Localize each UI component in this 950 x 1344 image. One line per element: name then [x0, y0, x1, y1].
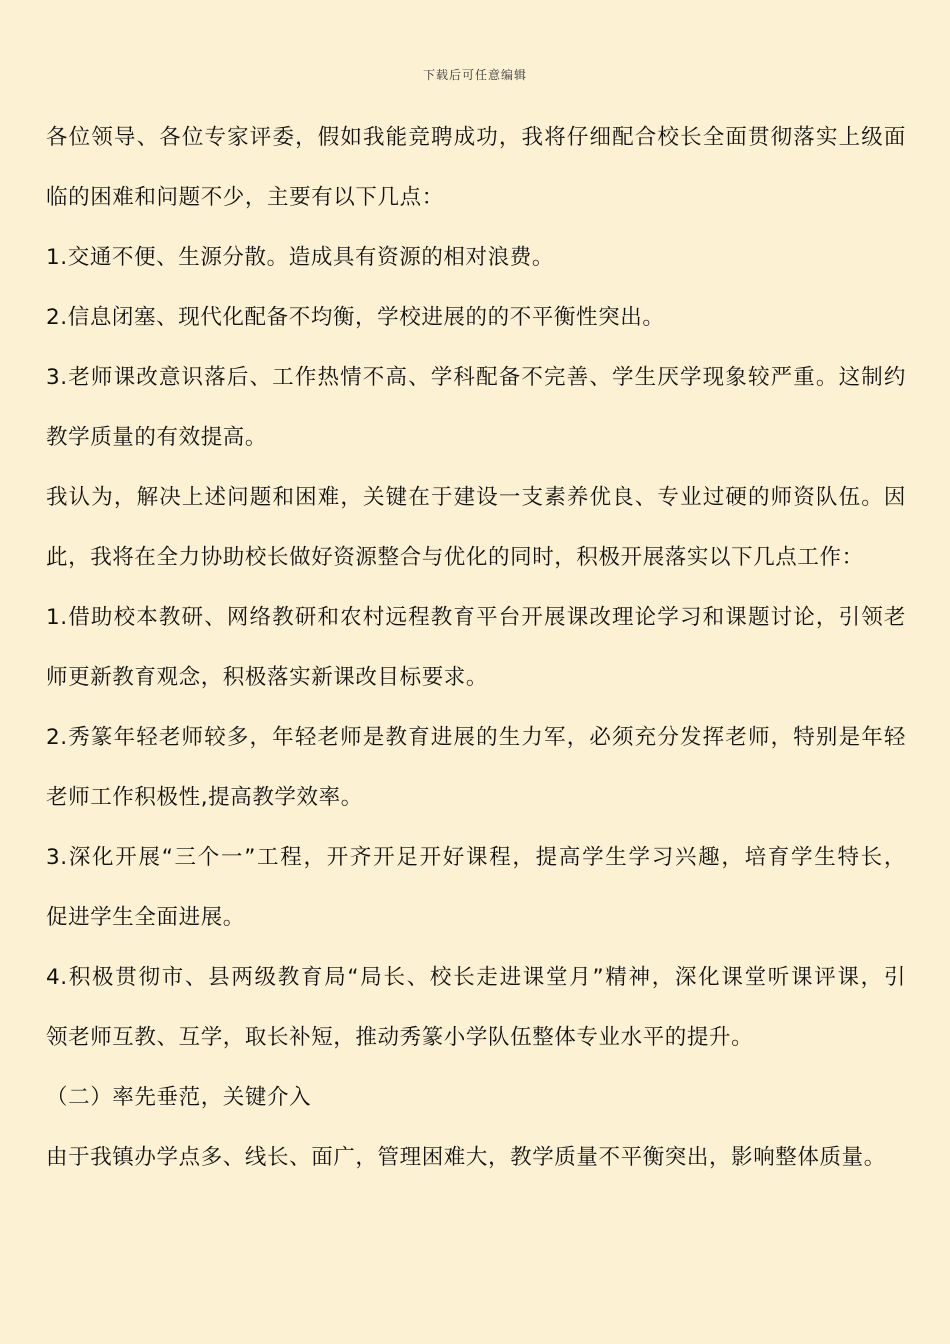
header-note: 下载后可任意编辑 [422, 68, 527, 82]
list-item: 2.秀篆年轻老师较多，年轻老师是教育进展的生力军，必须充分发挥老师，特别是年轻 [46, 725, 906, 750]
text-line: 我认为，解决上述问题和困难，关键在于建设一支素养优良、专业过硬的师资队伍。因 [46, 485, 906, 510]
document-body [46, 112, 906, 1192]
list-item: 4.积极贯彻市、县两级教育局“局长、校长走进课堂月”精神，深化课堂听课评课，引 [46, 965, 906, 990]
list-item: 3.老师课改意识落后、工作热情不高、学科配备不完善、学生厌学现象较严重。这制约 [46, 365, 906, 390]
text-line: 由于我镇办学点多、线长、面广，管理困难大，教学质量不平衡突出，影响整体质量。 [46, 1145, 886, 1170]
text-line: 师更新教育观念，积极落实新课改目标要求。 [46, 665, 489, 690]
text-line: 此，我将在全力协助校长做好资源整合与优化的同时，积极开展落实以下几点工作： [46, 545, 864, 570]
text-line: 教学质量的有效提高。 [46, 425, 268, 450]
list-item: 1.借助校本教研、网络教研和农村远程教育平台开展课改理论学习和课题讨论，引领老 [46, 605, 906, 630]
text-line: 促进学生全面进展。 [46, 905, 245, 930]
text-line: 老师工作积极性,提高教学效率。 [46, 785, 363, 810]
text-line: 领老师互教、互学，取长补短，推动秀篆小学队伍整体专业水平的提升。 [46, 1025, 754, 1050]
section-heading: （二）率先垂范，关键介入 [46, 1085, 312, 1110]
list-item: 3.深化开展“三个一”工程，开齐开足开好课程，提高学生学习兴趣，培育学生特长， [46, 845, 906, 870]
text-line: 临的困难和问题不少，主要有以下几点： [46, 185, 444, 210]
list-item: 1.交通不便、生源分散。造成具有资源的相对浪费。 [46, 245, 554, 270]
text-line: 各位领导、各位专家评委，假如我能竞聘成功，我将仔细配合校长全面贯彻落实上级面 [46, 125, 906, 150]
list-item: 2.信息闭塞、现代化配备不均衡，学校进展的的不平衡性突出。 [46, 305, 665, 330]
